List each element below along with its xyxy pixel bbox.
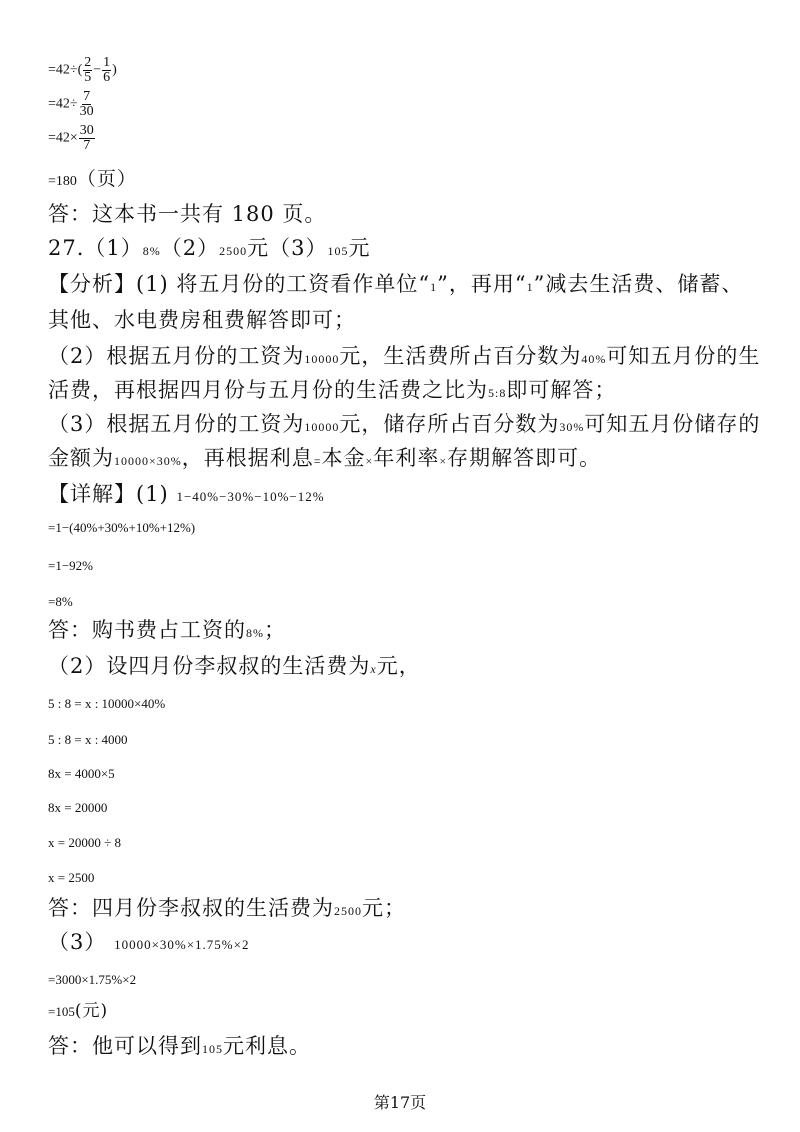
answer-text: 答：他可以得到 [48,1034,202,1058]
analysis-text: ”减去生活费、储蓄、 [533,272,744,296]
fraction [83,56,92,85]
number: 5:8 [488,386,507,400]
fraction-numerator: 30 [79,123,94,138]
calc-line-2 [48,90,96,119]
calc-result: =180 [48,174,77,189]
fraction-numerator: 7 [83,89,91,104]
calc-text: =42÷( [48,62,83,78]
minus-sign: − [93,62,102,78]
solve-step-5: x = 20000 ÷ 8 [48,835,121,850]
page-number: 第17页 [373,1093,427,1112]
unit-label: (元) [74,1001,109,1021]
detail-answer-2 [48,892,406,922]
analysis-line-5 [48,408,760,438]
times-sign: × [439,454,448,468]
interest-step-2: =3000×1.75%×2 [48,972,137,987]
answer-text: 答：四月份李叔叔的生活费为 [48,896,334,920]
interest-step-3 [48,996,108,1021]
detail-eq-4: =8% [48,594,73,609]
part-label: （3） [48,930,107,954]
detail-text: （2）设四月份李叔叔的生活费为 [48,654,371,678]
answer-text: 元利息。 [223,1034,311,1058]
number: 30% [559,420,585,434]
analysis-line-1 [48,268,743,298]
close-paren: ) [112,62,117,78]
analysis-text: 即可解答； [506,378,617,402]
analysis-text: 活费，再根据四月份与五月份的生活费之比为 [48,378,488,402]
analysis-line-4 [48,374,616,404]
analysis-text: 【分析】(1) 将五月份的工资看作单位“ [48,272,431,296]
detail-answer-3 [48,1030,311,1060]
calc-text: =42÷ [48,96,78,112]
question-number: 27.（1） [48,236,143,260]
analysis-text: 年利率 [373,446,440,470]
analysis-line-6 [48,442,601,472]
detail-line-1 [48,478,325,508]
detail-part-2 [48,650,421,680]
number: 40% [581,352,607,366]
fraction [102,56,111,85]
fraction [79,90,95,119]
fraction-numerator: 2 [84,55,92,70]
number: 2500 [334,904,362,918]
detail-text: 元， [376,654,421,678]
analysis-text: 元，生活费所占百分数为 [339,344,582,368]
analysis-text: 本金 [321,446,366,470]
solve-step-2: 5 : 8 = x : 4000 [48,732,128,747]
answer-text: ； [264,618,286,642]
analysis-text: 元，储存所占百分数为 [339,412,560,436]
number: 8% [246,626,264,640]
analysis-text: 金额为 [48,446,114,470]
number: 10000 [304,352,340,366]
analysis-text: 可知五月份储存的 [584,412,761,436]
analysis-text: 存期解答即可。 [447,446,602,470]
analysis-line-3 [48,340,760,370]
solve-step-1: 5 : 8 = x : 10000×40% [48,696,166,711]
calc-text: =42× [48,130,78,146]
answer-text: 答：购书费占工资的 [48,618,246,642]
number: 105 [202,1042,223,1056]
times-sign: × [365,454,374,468]
solve-step-6: x = 2500 [48,870,95,885]
analysis-text: ，再根据利息 [181,446,314,470]
solve-step-3: 8x = 4000×5 [48,766,115,781]
detail-answer-1 [48,614,286,644]
part-label: （2） [160,236,220,260]
fraction-denominator: 6 [103,70,111,85]
analysis-text: ”，再用“ [437,272,527,296]
equation: 10000×30%×1.75%×2 [114,937,250,952]
answer-value: 2500 [219,244,248,258]
detail-heading: 【详解】(1) [48,482,169,506]
fraction [79,124,95,153]
calc-line-1 [48,56,117,85]
equals-sign: = [313,454,322,468]
detail-part-3 [48,926,249,956]
fraction-denominator: 5 [84,70,92,85]
equation: 1−40%−30%−10%−12% [176,489,325,504]
detail-eq-2: =1−(40%+30%+10%+12%) [48,520,196,535]
fraction-numerator: 1 [103,55,111,70]
unit-label: （页） [76,168,137,190]
answer-line: 答：这本书一共有 180 页。 [48,202,327,226]
question-27-answers [48,232,371,262]
answer-text: 元； [362,896,406,920]
fraction-denominator: 30 [79,104,94,119]
variable: x [370,662,377,676]
unit-label: 元 [348,236,371,260]
detail-eq-3: =1−92% [48,558,93,573]
number: 1 [526,280,534,294]
number: 1 [430,280,438,294]
solve-step-4: 8x = 20000 [48,800,108,815]
answer-value: 8% [142,244,161,258]
fraction-denominator: 7 [83,138,91,153]
calc-line-3 [48,124,96,153]
analysis-text: （2）根据五月份的工资为 [48,344,305,368]
analysis-text: （3）根据五月份的工资为 [48,412,305,436]
unit-label: 元（3） [247,236,328,260]
analysis-text: 可知五月份的生 [606,344,761,368]
calc-line-4 [48,164,137,191]
analysis-line-2: 其他、水电费房租费解答即可； [48,308,356,332]
answer-value: 105 [327,244,349,258]
number: 10000×30% [114,454,182,468]
number: 10000 [304,420,340,434]
equation: =105 [48,1004,75,1019]
